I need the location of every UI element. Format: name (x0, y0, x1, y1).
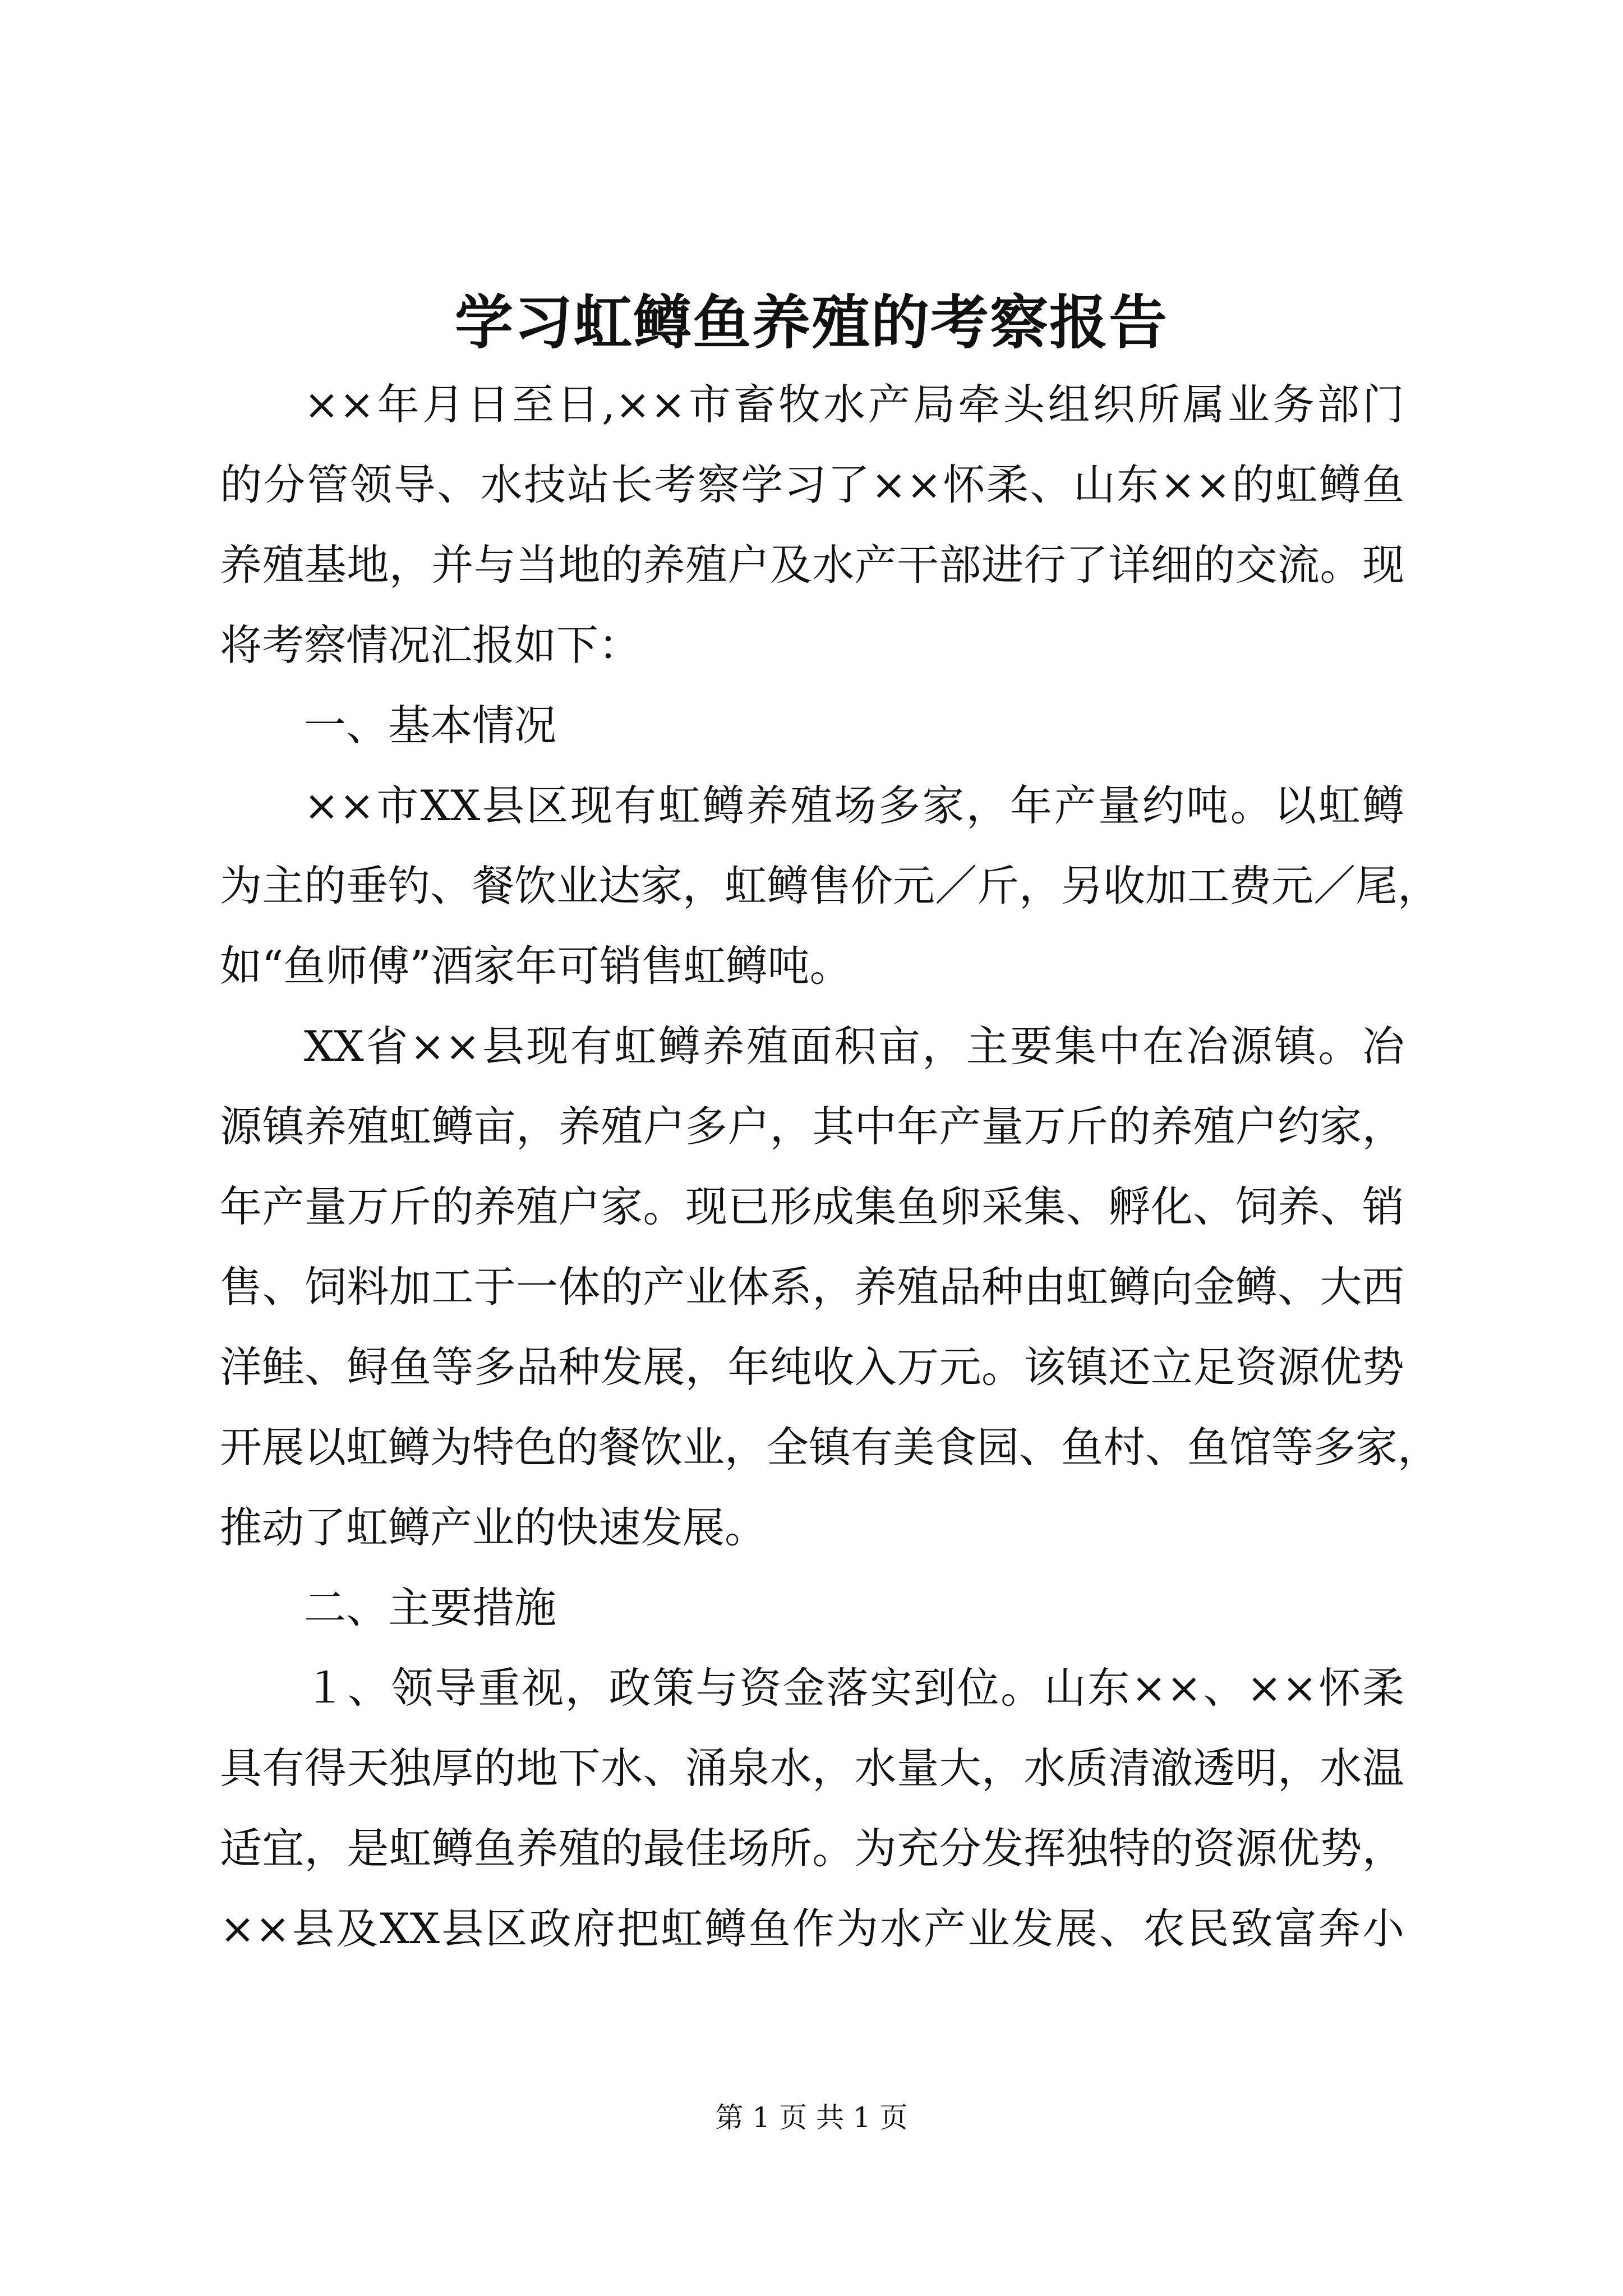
text-line: 售、饲料加工于一体的产业体系，养殖品种由虹鳟向金鳟、大西 (220, 1262, 1404, 1312)
text-line: 具有得天独厚的地下水、涌泉水，水量大，水质清澈透明，水温 (220, 1743, 1404, 1793)
text-line: 源镇养殖虹鳟亩，养殖户多户，其中年产量万斤的养殖户约家， (220, 1102, 1404, 1151)
text-line: 开展以虹鳟为特色的餐饮业，全镇有美食园、鱼村、鱼馆等多家， (220, 1423, 1440, 1472)
document-title: 学习虹鳟鱼养殖的考察报告 (454, 288, 1168, 357)
text-line: 如“鱼师傅”酒家年可销售虹鳟吨。 (220, 941, 852, 991)
text-line: XX省××县现有虹鳟养殖面积亩，主要集中在冶源镇。冶 (304, 1022, 1404, 1071)
text-line: 适宜，是虹鳟鱼养殖的最佳场所。为充分发挥独特的资源优势， (220, 1824, 1404, 1873)
text-line: 一、基本情况 (304, 701, 557, 750)
text-line: １、领导重视，政策与资金落实到位。山东××、××怀柔 (304, 1663, 1404, 1713)
page-footer: 第 1 页 共 1 页 (715, 2101, 908, 2134)
text-line: 的分管领导、水技站长考察学习了××怀柔、山东××的虹鳟鱼 (220, 460, 1404, 509)
document-body (220, 365, 1440, 1969)
text-line: ××县及XX县区政府把虹鳟鱼作为水产业发展、农民致富奔小 (220, 1904, 1404, 1953)
text-line: 推动了虹鳟产业的快速发展。 (220, 1503, 767, 1552)
text-line: ××市XX县区现有虹鳟养殖场多家，年产量约吨。以虹鳟 (304, 781, 1404, 830)
text-line: 为主的垂钓、餐饮业达家，虹鳟售价元／斤，另收加工费元／尾， (220, 861, 1440, 910)
text-line: 洋鲑、鲟鱼等多品种发展，年纯收入万元。该镇还立足资源优势 (220, 1342, 1404, 1392)
text-line: 将考察情况汇报如下： (220, 620, 641, 670)
text-line: ××年月日至日,××市畜牧水产局牵头组织所属业务部门 (304, 380, 1404, 429)
text-line: 养殖基地，并与当地的养殖户及水产干部进行了详细的交流。现 (220, 540, 1404, 590)
text-line: 二、主要措施 (304, 1583, 557, 1632)
text-line: 年产量万斤的养殖户家。现已形成集鱼卵采集、孵化、饲养、销 (220, 1182, 1404, 1231)
